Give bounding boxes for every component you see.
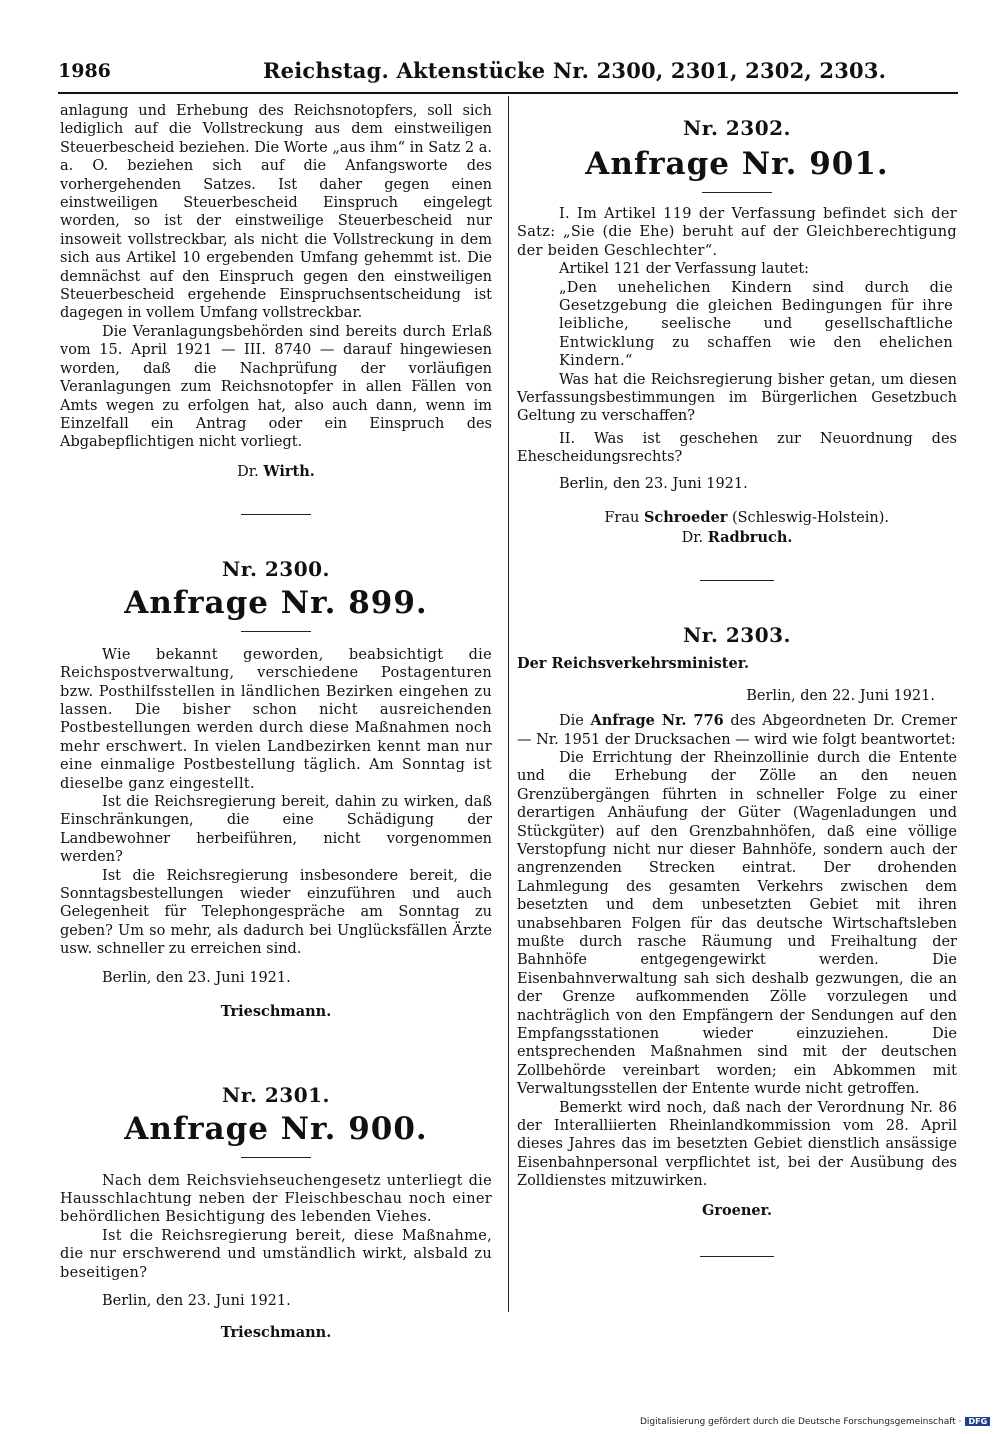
- signature-title: Dr.: [681, 529, 704, 546]
- intro-reference: Anfrage Nr. 776: [590, 712, 724, 730]
- date-line: Berlin, den 23. Juni 1921.: [559, 475, 748, 492]
- body-paragraph: Ist die Reichsregierung bereit, diese Maßnahme, die nur erschwerend und umständlich wirkt, alsbald zu beseitigen?: [60, 1227, 492, 1281]
- body-paragraph: II. Was ist geschehen zur Neuordnung des Ehescheidungsrechts?: [517, 430, 957, 466]
- signature-schroeder: [517, 508, 957, 528]
- signature-name: Schroeder: [643, 508, 728, 526]
- body-paragraph: anlagung und Erhebung des Reichsnotopfers, soll sich lediglich auf die Vollstreckung aus dem einstweiligen Steuerbescheid beziehen. Die Worte „aus ihm“ in Satz 2 a. a. O. beziehen sich auf die Anfangsworte des vorhergehenden Satzes. Ist daher gegen einen einstweiligen Steuerbescheid Einspruch eingelegt worden, so ist der einstweilige Steuerbescheid nur insoweit vollstreckbar, als nicht die Vollstreckung in dem sich aus Artikel 10 ergebenden Umfang gehemmt ist. Die demnächst auf den Einspruch gegen den einstweiligen Steuerbescheid ergehende Einspruchsentscheidung ist dagegen in vollem Umfang vollstreckbar.: [60, 103, 492, 322]
- signature-trieschmann: Trieschmann.: [220, 1002, 332, 1020]
- nr-2303-heading: Nr. 2303.: [682, 622, 792, 647]
- body-paragraph: Bemerkt wird noch, daß nach der Verordnung Nr. 86 der Interalliierten Rheinlandkommission vom 28. April dieses Jahres das im besetzten Gebiet dienstlich ansässige Eisenbahnpersonal verpflichtet ist, bei der Ausübung des Zolldienstes mitzuwirken.: [517, 1099, 957, 1190]
- section-rule: [700, 580, 774, 581]
- left-column: [60, 102, 492, 1342]
- signature-name: Wirth.: [263, 462, 315, 480]
- title-rule: [241, 1157, 311, 1158]
- section-rule: [700, 1256, 774, 1257]
- header-rule: [58, 92, 958, 94]
- body-paragraph: Artikel 121 der Verfassung lautet:: [559, 261, 810, 278]
- body-paragraph: Die Errichtung der Rheinzollinie durch die Entente und die Erhebung der Zölle an den neuen Grenzübergängen führten in schneller Folge zu einer derartigen Anhäufung der Güter (Wagenladungen und Stückgüter) auf den Grenzbahnhöfen, daß eine völlige Verstopfung nicht nur dieser Bahnhöfe, sondern auch der angrenzenden Strecken eintrat. Der drohenden Lahmlegung des gesamten Verkehrs zwischen dem besetzten und dem unbesetzten Gebiet mit ihren unabsehbaren Folgen für das deutsche Wirtschaftsleben mußte durch rasche Räumung und Freihaltung der Bahnhöfe entgegengewirkt werden. Die Eisenbahnverwaltung sah sich deshalb gezwungen, die an der Grenze aufkommenden Zölle vorzulegen und nachträglich von den Empfängern der Sendungen auf den Empfangsstationen wieder einzuziehen. Die entsprechenden Maßnahmen sind mit der deutschen Zollbehörde vereinbart worden; ein Abkommen mit Verwaltungsstellen der Entente wurde nicht getroffen.: [517, 749, 957, 1098]
- nr-2300-heading: Nr. 2300.: [221, 556, 331, 581]
- running-head: Reichstag. Aktenstücke Nr. 2300, 2301, 2302, 2303.: [263, 58, 887, 83]
- nr-2302-heading: Nr. 2302.: [682, 116, 792, 140]
- body-paragraph: Ist die Reichsregierung insbesondere bereit, die Sonntagsbestellungen wieder einzuführen und auch Gelegenheit für Telephongespräche am Sonntag zu geben? Um so mehr, als dadurch bei Unglücksfällen Ärzte usw. schneller zu erreichen sind.: [60, 867, 492, 958]
- page-number: 1986: [58, 60, 111, 82]
- anfrage-899-title: Anfrage Nr. 899.: [124, 584, 428, 621]
- signature-radbruch: [517, 528, 957, 548]
- body-paragraph: Was hat die Reichsregierung bisher getan, um diesen Verfassungsbestimmungen im Bürgerlichen Gesetzbuch Geltung zu verschaffen?: [517, 371, 957, 425]
- page-header: [58, 58, 958, 88]
- title-rule: [241, 631, 311, 632]
- digitization-footer: [640, 1417, 990, 1427]
- body-paragraph: I. Im Artikel 119 der Verfassung befindet sich der Satz: „Sie (die Ehe) beruht auf der Gleichberechtigung der beiden Geschlechter“.: [517, 206, 957, 259]
- anfrage-901-title: Anfrage Nr. 901.: [585, 146, 889, 182]
- footer-text: Digitalisierung gefördert durch die Deutsche Forschungsgemeinschaft ·: [640, 1417, 962, 1427]
- body-paragraph: Ist die Reichsregierung bereit, dahin zu wirken, daß Einschränkungen, die eine Schädigung der Landbewohner herbeiführen, nicht vorgenommen werden?: [60, 793, 492, 866]
- nr-2301-heading: Nr. 2301.: [221, 1082, 331, 1107]
- signature-suffix: (Schleswig-Holstein).: [731, 509, 889, 526]
- right-column: [517, 102, 957, 1257]
- body-paragraph: [517, 712, 957, 749]
- date-line: Berlin, den 23. Juni 1921.: [102, 1293, 291, 1310]
- quote-paragraph: „Den unehelichen Kindern sind durch die Gesetzgebung die gleichen Bedingungen für ihre leibliche, seelische und gesellschaftliche Entwicklung zu schaffen wie den ehelichen Kindern.“: [559, 279, 953, 370]
- body-paragraph: Wie bekannt geworden, beabsichtigt die Reichspostverwaltung, verschiedene Postagenturen bzw. Posthilfsstellen in ländlichen Bezirken eingehen zu lassen. Die bisher schon nicht ausreichenden Postbestellungen werden durch diese Maßnahmen noch mehr erschwert. In vielen Landbezirken kennt man nur eine einmalige Postbestellung täglich. Am Sonntag ist dieselbe ganz eingestellt.: [60, 646, 492, 792]
- anfrage-900-title: Anfrage Nr. 900.: [124, 1110, 428, 1147]
- signature-wirth: [60, 462, 492, 482]
- column-divider: [508, 96, 509, 1312]
- date-line: Berlin, den 22. Juni 1921.: [746, 688, 935, 705]
- title-rule: [702, 192, 772, 193]
- signature-name: Radbruch.: [707, 528, 793, 546]
- body-paragraph: Die Veranlagungsbehörden sind bereits durch Erlaß vom 15. April 1921 — III. 8740 — darauf hingewiesen worden, daß die Nachprüfung der vorläufigen Veranlagungen zum Reichsnotopfer in allen Fällen von Amts wegen zu erfolgen hat, also auch dann, wenn im Einzelfall ein Antrag oder ein Einspruch des Abgabepflichtigen nicht vorliegt.: [60, 323, 492, 451]
- section-rule: [241, 514, 311, 515]
- dfg-logo-icon: DFG: [965, 1417, 990, 1426]
- signature-prefix: Frau: [604, 509, 640, 526]
- date-line: Berlin, den 23. Juni 1921.: [102, 969, 291, 986]
- signature-groener: Groener.: [701, 1201, 773, 1219]
- signature-title: Dr.: [237, 463, 259, 480]
- sender-line: Der Reichsverkehrsminister.: [517, 654, 750, 672]
- body-paragraph: Nach dem Reichsviehseuchengesetz unterliegt die Hausschlachtung neben der Fleischbeschau noch einer behördlichen Besichtigung des lebenden Viehes.: [60, 1172, 492, 1226]
- intro-rest: des Abgeordneten Dr. Cremer — Nr. 1951 der Drucksachen — wird wie folgt beantwortet:: [517, 713, 958, 748]
- intro-prefix: Die: [559, 713, 584, 730]
- signature-trieschmann: Trieschmann.: [220, 1324, 332, 1342]
